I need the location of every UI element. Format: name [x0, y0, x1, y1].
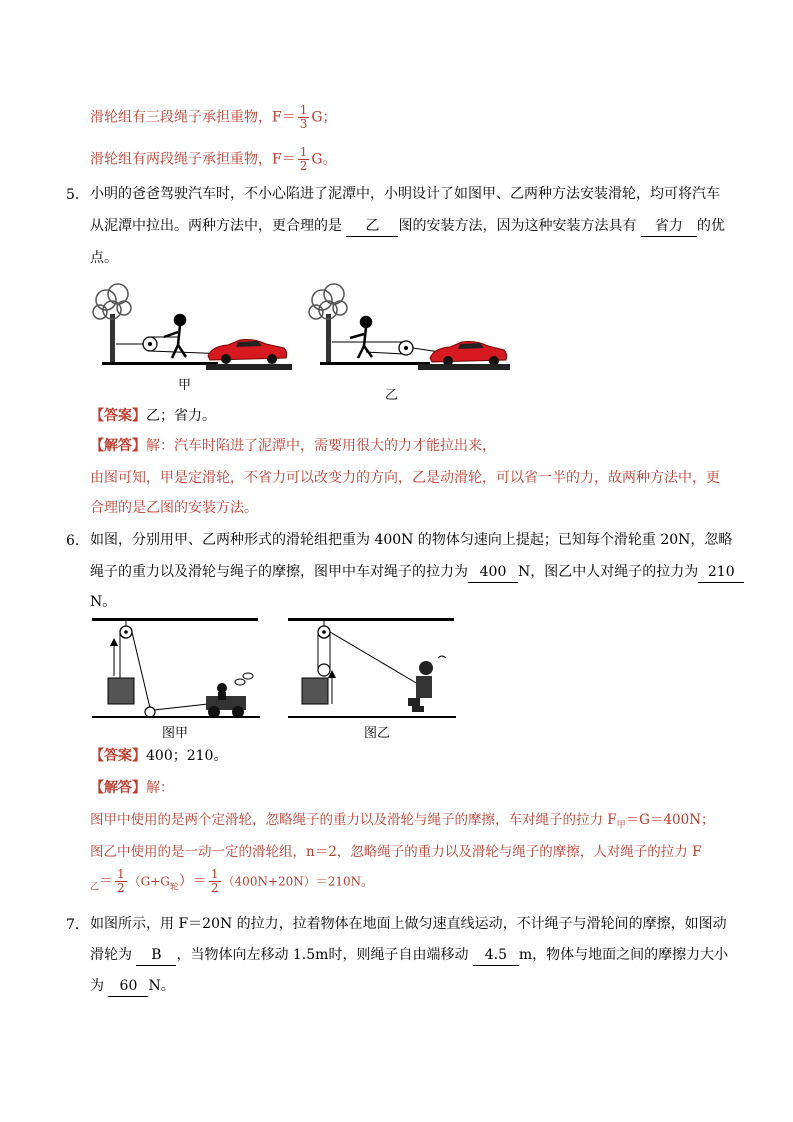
q5-answer: 【答案】乙；省力。: [90, 408, 216, 424]
q6-analysis-line2: 图乙中使用的是一动一定的滑轮组，n＝2，忽略绳子的重力以及滑轮与绳子的摩擦，人对绳子的拉力 F: [90, 844, 702, 860]
pulley-icon: [399, 341, 413, 355]
pulley-icon: [145, 707, 155, 717]
car-icon: [208, 340, 287, 365]
q5-figure-yi: [306, 280, 516, 375]
q7-text-line2: 滑轮为 B ，当物体向左移动 1.5m时，则绳子自由端移动 4.5 m，物体与地面之间的摩擦力大小: [90, 945, 728, 966]
q6-text-line2: 绳子的重力以及滑轮与绳子的摩擦，图甲中车对绳子的拉力为 400 N，图乙中人对绳子的拉力为 210: [90, 562, 744, 583]
q5-text-line3: 点。: [90, 250, 118, 266]
tractor-icon: [206, 673, 253, 718]
q6-figure-yi: [286, 612, 461, 722]
q5-text-line1: 小明的爸爸驾驶汽车时，不小心陷进了泥潭中，小明设计了如图甲、乙两种方法安装滑轮，均可将汽车: [90, 186, 720, 202]
q6-figure-jia-label: 图甲: [162, 726, 189, 741]
q7-blank-1: B: [136, 945, 176, 966]
tree-icon: [93, 284, 131, 362]
fraction: $\frac{1}{2}$: [210, 867, 219, 895]
formula-three-segments: [90, 104, 337, 131]
formula-text: G；: [311, 109, 337, 126]
answer-tag: 【答案】: [90, 408, 146, 424]
q6-analysis-line3: $_乙$＝ $\frac{1}{2}$ $(G+G_轮)=$ $\frac{1}{2}$ （400N+20N）＝210N。: [90, 867, 374, 895]
fraction: $\frac{1}{2}$: [117, 867, 125, 895]
q7-text-line3: 为 60 N。: [90, 976, 175, 997]
q6-analysis-line1: 图甲中使用的是两个定滑轮，忽略绳子的重力以及滑轮与绳子的摩擦，车对绳子的拉力 $F_甲=G=400N$；: [90, 812, 715, 831]
q5-analysis-line2: 由图可知，甲是定滑轮，不省力可以改变力的方向，乙是动滑轮，可以省一半的力，故两种方法中，更: [90, 470, 720, 486]
q6-text-line3: N。: [90, 594, 117, 610]
q5-figure-yi-label: 乙: [385, 388, 399, 403]
analysis-tag: 【解答】: [90, 438, 146, 454]
tree-icon: [309, 284, 347, 362]
q6-text-line1: 如图，分别用甲、乙两种形式的滑轮组把重为 400N 的物体匀速向上提起；已知每个滑轮重 20N，忽略: [90, 532, 733, 548]
q7-text-line1: 如图所示，用 F＝20N 的拉力，拉着物体在地面上做匀速直线运动，不计绳子与滑轮间的摩擦，如图动: [90, 916, 727, 932]
question-number-7: 7．: [66, 917, 89, 933]
car-icon: [430, 342, 507, 367]
q6-figure-yi-label: 图乙: [364, 726, 391, 741]
q6-analysis-head: 【解答】解：: [90, 780, 174, 796]
q6-figure-jia: [88, 612, 268, 722]
formula-two-segments: [90, 146, 337, 173]
fraction: $\frac{1}{2}$: [299, 145, 308, 173]
pulley-icon: [318, 626, 330, 638]
pulley-icon: [143, 337, 157, 351]
q5-text-line2: 从泥潭中拉出。两种方法中，更合理的是 乙 图的安装方法，因为这种安装方法具有 省力 的优: [90, 216, 725, 237]
q6-answer: 【答案】400；210。: [90, 748, 228, 764]
question-number-5: 5．: [66, 187, 89, 203]
fraction: $\frac{1}{3}$: [299, 103, 308, 131]
formula-text: 滑轮组有两段绳子承担重物，F＝: [90, 151, 296, 168]
q5-analysis-line1: 【解答】解：汽车时陷进了泥潭中，需要用很大的力才能拉出来，: [90, 438, 496, 454]
q5-blank-2: 省力: [641, 216, 697, 237]
formula-text: 滑轮组有三段绳子承担重物，F＝: [90, 109, 296, 126]
pulley-icon: [120, 626, 132, 638]
person-pulling-icon: [408, 656, 446, 712]
q7-blank-3: 60: [108, 976, 148, 997]
q6-blank-1: 400: [468, 562, 518, 583]
analysis-tag: 【解答】: [90, 780, 146, 796]
question-number-6: 6．: [66, 533, 89, 549]
q7-blank-2: 4.5: [473, 945, 519, 966]
q5-blank-1: 乙: [346, 216, 398, 237]
q5-analysis-line3: 合理的是乙图的安装方法。: [90, 500, 258, 516]
formula-text: G。: [311, 151, 337, 168]
q6-blank-2: 210: [698, 562, 744, 583]
pulley-icon: [318, 664, 330, 676]
q5-figure-jia-label: 甲: [178, 378, 192, 393]
answer-tag: 【答案】: [90, 748, 146, 764]
q5-figure-jia: [88, 280, 298, 370]
